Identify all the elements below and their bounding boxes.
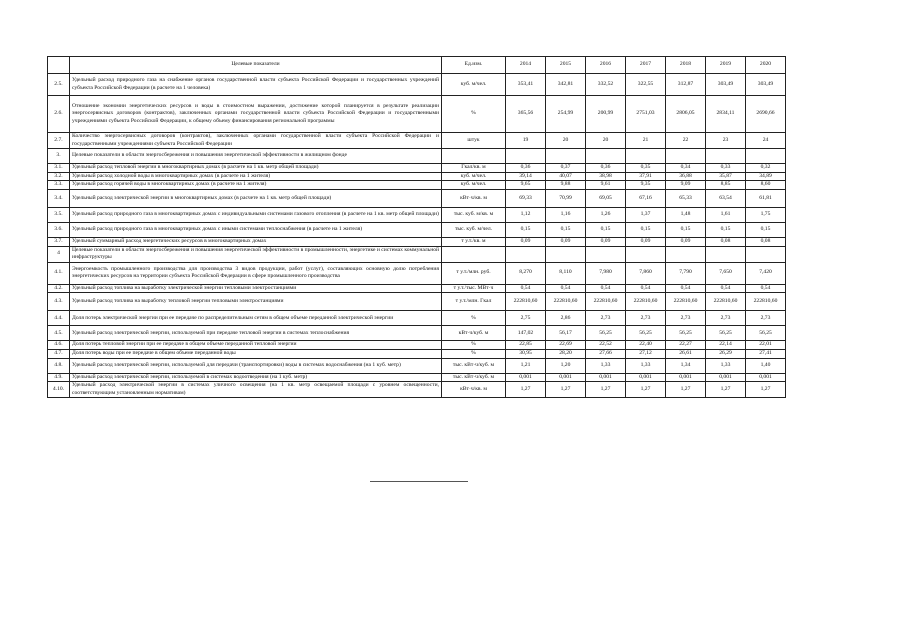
value-cell: 38,98 bbox=[586, 172, 626, 181]
value-cell: 0,36 bbox=[586, 164, 626, 173]
indicator-name-cell: Доля потерь электрической энергии при ее передаче по распределительным сетям в общем объеме переданной электрической энергии bbox=[70, 311, 442, 326]
value-cell: 26,29 bbox=[706, 349, 746, 358]
value-cell: 9,35 bbox=[626, 181, 666, 190]
value-cell: 27,41 bbox=[746, 349, 786, 358]
value-cell: 7,790 bbox=[666, 262, 706, 284]
row-number-cell: 2.6. bbox=[48, 96, 70, 133]
value-cell: 0,08 bbox=[746, 237, 786, 246]
indicator-name-cell: Отношение экономии энергетических ресурсов и воды в стоимостном выражении, достижение которой планируется в результате реализации энергосервисных договоров (контрактов), заключенных органами государственной власти субъекта Российской Федерации и государственными учреждениями субъекта Российской Федерации, к общему объему финансирования региональной программы bbox=[70, 96, 442, 133]
indicator-name-cell: Удельный расход электрической энергии, используемой в системах водоотведения (на 1 куб. метр) bbox=[70, 373, 442, 382]
value-cell bbox=[626, 149, 666, 164]
value-cell: 303,49 bbox=[706, 74, 746, 96]
value-cell: 0,09 bbox=[626, 237, 666, 246]
value-cell: 1,21 bbox=[506, 358, 546, 373]
value-cell: 0,32 bbox=[746, 164, 786, 173]
value-cell: 7,650 bbox=[706, 262, 746, 284]
value-cell: 20 bbox=[546, 133, 586, 149]
value-cell: 0,001 bbox=[666, 373, 706, 382]
value-cell: 63,54 bbox=[706, 189, 746, 207]
row-number-cell: 3.3. bbox=[48, 181, 70, 190]
value-cell: 222810,60 bbox=[706, 293, 746, 311]
indicator-name-cell: Удельный расход природного газа в многоквартирных домах с иными системами теплоснабжения (в расчете на 1 жителя) bbox=[70, 222, 442, 237]
value-cell: 2690,66 bbox=[746, 96, 786, 133]
value-cell: 1,48 bbox=[666, 207, 706, 222]
value-cell: 312,87 bbox=[666, 74, 706, 96]
value-cell: 0,09 bbox=[666, 237, 706, 246]
value-cell: 1,16 bbox=[546, 207, 586, 222]
row-number-cell: 4.4. bbox=[48, 311, 70, 326]
value-cell: 0,54 bbox=[666, 284, 706, 293]
value-cell: 2751,03 bbox=[626, 96, 666, 133]
value-cell: 22,85 bbox=[506, 341, 546, 350]
header-year-cell: 2016 bbox=[586, 57, 626, 74]
table-row bbox=[48, 237, 786, 246]
value-cell bbox=[506, 149, 546, 164]
row-number-cell: 4.10. bbox=[48, 382, 70, 398]
value-cell: 222810,60 bbox=[586, 293, 626, 311]
indicator-name-cell: Удельный расход электрической энергии, используемой при передаче тепловой энергии в системах теплоснабжения bbox=[70, 326, 442, 341]
value-cell: 7,980 bbox=[586, 262, 626, 284]
value-cell bbox=[506, 246, 546, 262]
value-cell: 20 bbox=[586, 133, 626, 149]
row-number-cell: 4.1. bbox=[48, 262, 70, 284]
row-number-cell: 3. bbox=[48, 149, 70, 164]
unit-cell: тыс. куб. м/кв. м bbox=[442, 207, 506, 222]
row-number-cell: 3.7. bbox=[48, 237, 70, 246]
header-year-cell: 2014 bbox=[506, 57, 546, 74]
value-cell: 56,25 bbox=[706, 326, 746, 341]
value-cell: 332,52 bbox=[586, 74, 626, 96]
value-cell: 0,001 bbox=[586, 373, 626, 382]
value-cell: 0,37 bbox=[546, 164, 586, 173]
value-cell: 21 bbox=[626, 133, 666, 149]
table-row bbox=[48, 246, 786, 262]
indicator-name-cell: Удельный расход электрической энергии, используемой для передачи (транспортировки) воды в системах водоснабжения (на 1 куб. метр) bbox=[70, 358, 442, 373]
indicator-name-cell: Удельный расход горячей воды в многоквартирных домах (в расчете на 1 жителя) bbox=[70, 181, 442, 190]
header-year-cell: 2020 bbox=[746, 57, 786, 74]
table-row bbox=[48, 164, 786, 173]
value-cell: 303,49 bbox=[746, 74, 786, 96]
value-cell: 0,54 bbox=[506, 284, 546, 293]
value-cell: 254,99 bbox=[546, 96, 586, 133]
table-row bbox=[48, 262, 786, 284]
row-number-cell: 4.2. bbox=[48, 284, 70, 293]
value-cell: 1,34 bbox=[666, 358, 706, 373]
value-cell: 0,15 bbox=[746, 222, 786, 237]
indicator-name-cell: Доля потерь воды при ее передаче в общем объеме переданной воды bbox=[70, 349, 442, 358]
value-cell: 35,87 bbox=[706, 172, 746, 181]
value-cell: 27,12 bbox=[626, 349, 666, 358]
value-cell: 56,17 bbox=[546, 326, 586, 341]
table-row bbox=[48, 311, 786, 326]
value-cell bbox=[706, 246, 746, 262]
row-number-cell: 2.7. bbox=[48, 133, 70, 149]
value-cell: 2,73 bbox=[626, 311, 666, 326]
value-cell: 36,88 bbox=[666, 172, 706, 181]
value-cell: 1,27 bbox=[506, 382, 546, 398]
table-row bbox=[48, 189, 786, 207]
value-cell: 40,07 bbox=[546, 172, 586, 181]
row-number-cell: 3.4. bbox=[48, 189, 70, 207]
value-cell: 22,52 bbox=[586, 341, 626, 350]
table-body bbox=[48, 74, 786, 398]
value-cell: 56,25 bbox=[666, 326, 706, 341]
value-cell: 65,33 bbox=[666, 189, 706, 207]
value-cell: 22,01 bbox=[746, 341, 786, 350]
header-unit-cell: Ед.изм. bbox=[442, 57, 506, 74]
value-cell: 23 bbox=[706, 133, 746, 149]
value-cell: 28,20 bbox=[546, 349, 586, 358]
table-row bbox=[48, 149, 786, 164]
table-row bbox=[48, 293, 786, 311]
value-cell: 22,14 bbox=[706, 341, 746, 350]
table-row bbox=[48, 74, 786, 96]
indicator-name-cell: Удельный расход топлива на выработку электрической энергии тепловыми электростанциями bbox=[70, 284, 442, 293]
value-cell: 22,40 bbox=[626, 341, 666, 350]
value-cell: 0,15 bbox=[586, 222, 626, 237]
value-cell: 0,15 bbox=[706, 222, 746, 237]
value-cell: 1,33 bbox=[586, 358, 626, 373]
row-number-cell: 3.6. bbox=[48, 222, 70, 237]
value-cell: 22,69 bbox=[546, 341, 586, 350]
header-year-cell: 2018 bbox=[666, 57, 706, 74]
header-year-cell: 2015 bbox=[546, 57, 586, 74]
value-cell: 2,86 bbox=[546, 311, 586, 326]
value-cell: 0,54 bbox=[626, 284, 666, 293]
row-number-cell: 4.6. bbox=[48, 341, 70, 350]
header-number-cell bbox=[48, 57, 70, 74]
value-cell: 27,66 bbox=[586, 349, 626, 358]
unit-cell: куб. м/чел. bbox=[442, 181, 506, 190]
indicator-name-cell: Целевые показатели в области энергосбережения и повышения энергетической эффективности в жилищном фонде bbox=[70, 149, 442, 164]
table-row bbox=[48, 172, 786, 181]
bottom-divider-line bbox=[370, 481, 468, 482]
value-cell: 0,001 bbox=[626, 373, 666, 382]
header-year-cell: 2019 bbox=[706, 57, 746, 74]
value-cell: 0,09 bbox=[586, 237, 626, 246]
row-number-cell: 4.5. bbox=[48, 326, 70, 341]
value-cell: 0,001 bbox=[746, 373, 786, 382]
indicator-name-cell: Количество энергосервисных договоров (контрактов), заключенных органами государственной власти субъекта Российской Федерации и государственными учреждениями субъекта Российской Федерации bbox=[70, 133, 442, 149]
value-cell: 69,33 bbox=[506, 189, 546, 207]
value-cell: 200,99 bbox=[586, 96, 626, 133]
value-cell: 1,40 bbox=[746, 358, 786, 373]
unit-cell: тыс. кВт·ч/куб. м bbox=[442, 358, 506, 373]
indicator-name-cell: Энергоемкость промышленного производства для производства 3 видов продукции, работ (услуг), составляющих основную долю потребления энергетических ресурсов на территории субъекта Российской Федерации в сфере промышленного производства bbox=[70, 262, 442, 284]
value-cell: 222810,60 bbox=[626, 293, 666, 311]
unit-cell: % bbox=[442, 341, 506, 350]
value-cell bbox=[706, 149, 746, 164]
unit-cell: тыс. кВт·ч/куб. м bbox=[442, 373, 506, 382]
row-number-cell: 2.5. bbox=[48, 74, 70, 96]
value-cell: 1,27 bbox=[546, 382, 586, 398]
value-cell bbox=[746, 149, 786, 164]
value-cell: 9,09 bbox=[666, 181, 706, 190]
value-cell: 26,61 bbox=[666, 349, 706, 358]
row-number-cell: 3.5. bbox=[48, 207, 70, 222]
indicator-name-cell: Удельный суммарный расход энергетических ресурсов в многоквартирных домах bbox=[70, 237, 442, 246]
table-row bbox=[48, 373, 786, 382]
header-year-cell: 2017 bbox=[626, 57, 666, 74]
value-cell bbox=[546, 149, 586, 164]
row-number-cell: 4.7. bbox=[48, 349, 70, 358]
indicator-name-cell: Удельный расход тепловой энергии в многоквартирных домах (в расчете на 1 кв. метр общей площади) bbox=[70, 164, 442, 173]
value-cell: 322,55 bbox=[626, 74, 666, 96]
unit-cell bbox=[442, 246, 506, 262]
unit-cell: штук bbox=[442, 133, 506, 149]
table-header-row bbox=[48, 57, 786, 74]
indicator-name-cell: Удельный расход электрической энергии в системах уличного освещения (на 1 кв. метр освещаемой площади с уровнем освещенности, соответствующим установленным нормативам) bbox=[70, 382, 442, 398]
row-number-cell: 3.2. bbox=[48, 172, 70, 181]
value-cell: 2,73 bbox=[746, 311, 786, 326]
indicator-name-cell: Удельный расход холодной воды в многоквартирных домах (в расчете на 1 жителя) bbox=[70, 172, 442, 181]
value-cell bbox=[666, 246, 706, 262]
indicator-name-cell: Удельный расход топлива на выработку тепловой энергии тепловыми электростанциями bbox=[70, 293, 442, 311]
value-cell: 24 bbox=[746, 133, 786, 149]
value-cell: 8,60 bbox=[746, 181, 786, 190]
table-row bbox=[48, 133, 786, 149]
value-cell: 56,25 bbox=[746, 326, 786, 341]
value-cell: 67,16 bbox=[626, 189, 666, 207]
value-cell: 8,270 bbox=[506, 262, 546, 284]
value-cell: 1,27 bbox=[746, 382, 786, 398]
table-row bbox=[48, 349, 786, 358]
value-cell: 2,73 bbox=[666, 311, 706, 326]
value-cell: 0,15 bbox=[506, 222, 546, 237]
value-cell: 1,75 bbox=[746, 207, 786, 222]
value-cell: 1,27 bbox=[706, 382, 746, 398]
value-cell: 9,61 bbox=[586, 181, 626, 190]
header-name-cell: Целевые показатели bbox=[70, 57, 442, 74]
value-cell bbox=[666, 149, 706, 164]
table-row bbox=[48, 96, 786, 133]
value-cell: 1,27 bbox=[586, 382, 626, 398]
table-row bbox=[48, 382, 786, 398]
table-row bbox=[48, 326, 786, 341]
unit-cell: кВт·ч/кв. м bbox=[442, 189, 506, 207]
value-cell: 0,15 bbox=[626, 222, 666, 237]
value-cell: 2834,11 bbox=[706, 96, 746, 133]
value-cell: 1,61 bbox=[706, 207, 746, 222]
indicator-name-cell: Целевые показатели в области энергосбережения и повышения энергетической эффективности в промышленности, энергетике и системах коммунальной инфраструктуры bbox=[70, 246, 442, 262]
value-cell bbox=[626, 246, 666, 262]
value-cell: 22,27 bbox=[666, 341, 706, 350]
value-cell: 7,420 bbox=[746, 262, 786, 284]
value-cell: 222810,60 bbox=[506, 293, 546, 311]
unit-cell: т у.т./тыс. МВт·ч bbox=[442, 284, 506, 293]
row-number-cell: 4.8. bbox=[48, 358, 70, 373]
table-row bbox=[48, 181, 786, 190]
unit-cell: т у.т./млн. руб. bbox=[442, 262, 506, 284]
indicator-name-cell: Доля потерь тепловой энергии при ее передаче в общем объеме переданной тепловой энергии bbox=[70, 341, 442, 350]
value-cell: 0,54 bbox=[706, 284, 746, 293]
value-cell: 0,09 bbox=[506, 237, 546, 246]
value-cell: 1,37 bbox=[626, 207, 666, 222]
value-cell: 1,33 bbox=[626, 358, 666, 373]
value-cell: 8,85 bbox=[706, 181, 746, 190]
row-number-cell: 4.9. bbox=[48, 373, 70, 382]
unit-cell: % bbox=[442, 311, 506, 326]
value-cell: 342,81 bbox=[546, 74, 586, 96]
value-cell: 2,73 bbox=[586, 311, 626, 326]
unit-cell: % bbox=[442, 96, 506, 133]
value-cell: 2,73 bbox=[706, 311, 746, 326]
unit-cell: куб. м/чел. bbox=[442, 172, 506, 181]
unit-cell: т у.т./кв. м bbox=[442, 237, 506, 246]
value-cell: 37,91 bbox=[626, 172, 666, 181]
value-cell: 0,001 bbox=[546, 373, 586, 382]
value-cell: 0,54 bbox=[586, 284, 626, 293]
value-cell: 0,001 bbox=[706, 373, 746, 382]
value-cell: 2806,05 bbox=[666, 96, 706, 133]
table-row bbox=[48, 207, 786, 222]
value-cell: 22 bbox=[666, 133, 706, 149]
value-cell: 0,001 bbox=[506, 373, 546, 382]
table-row bbox=[48, 222, 786, 237]
value-cell: 70,99 bbox=[546, 189, 586, 207]
table-row bbox=[48, 284, 786, 293]
value-cell: 0,54 bbox=[746, 284, 786, 293]
value-cell: 0,36 bbox=[506, 164, 546, 173]
value-cell: 9,88 bbox=[546, 181, 586, 190]
value-cell: 1,26 bbox=[586, 207, 626, 222]
value-cell bbox=[546, 246, 586, 262]
value-cell: 0,15 bbox=[546, 222, 586, 237]
value-cell: 0,34 bbox=[666, 164, 706, 173]
unit-cell: куб. м/чел. bbox=[442, 74, 506, 96]
value-cell: 222810,60 bbox=[546, 293, 586, 311]
value-cell: 0,09 bbox=[546, 237, 586, 246]
table-row bbox=[48, 358, 786, 373]
value-cell: 61,81 bbox=[746, 189, 786, 207]
value-cell: 56,25 bbox=[626, 326, 666, 341]
value-cell: 0,08 bbox=[706, 237, 746, 246]
value-cell: 0,35 bbox=[626, 164, 666, 173]
value-cell bbox=[586, 246, 626, 262]
value-cell: 34,89 bbox=[746, 172, 786, 181]
value-cell: 365,56 bbox=[506, 96, 546, 133]
unit-cell: кВт·ч/куб. м bbox=[442, 326, 506, 341]
indicator-name-cell: Удельный расход природного газа на снабжение органов государственной власти субъекта Российской Федерации и государственных учреждений субъекта Российской Федерации (в расчете на 1 человека) bbox=[70, 74, 442, 96]
value-cell bbox=[586, 149, 626, 164]
row-number-cell: 3.1. bbox=[48, 164, 70, 173]
value-cell: 0,54 bbox=[546, 284, 586, 293]
value-cell: 1,33 bbox=[706, 358, 746, 373]
indicator-name-cell: Удельный расход природного газа в многоквартирных домах с индивидуальными системами газового отопления (в расчете на 1 кв. метр общей площади) bbox=[70, 207, 442, 222]
value-cell: 56,25 bbox=[586, 326, 626, 341]
value-cell: 69,05 bbox=[586, 189, 626, 207]
indicator-name-cell: Удельный расход электрической энергии в многоквартирных домах (в расчете на 1 кв. метр общей площади) bbox=[70, 189, 442, 207]
value-cell: 2,75 bbox=[506, 311, 546, 326]
value-cell: 1,27 bbox=[666, 382, 706, 398]
unit-cell: т у.т./млн. Гкал bbox=[442, 293, 506, 311]
value-cell: 1,20 bbox=[546, 358, 586, 373]
value-cell: 1,27 bbox=[626, 382, 666, 398]
value-cell: 39,14 bbox=[506, 172, 546, 181]
value-cell: 7,860 bbox=[626, 262, 666, 284]
unit-cell: тыс. куб. м/чел. bbox=[442, 222, 506, 237]
value-cell: 147,02 bbox=[506, 326, 546, 341]
value-cell: 9,65 bbox=[506, 181, 546, 190]
value-cell: 353,41 bbox=[506, 74, 546, 96]
row-number-cell: 4 bbox=[48, 246, 70, 262]
row-number-cell: 4.3. bbox=[48, 293, 70, 311]
indicator-table-container bbox=[47, 56, 785, 398]
unit-cell: Гкал/кв. м bbox=[442, 164, 506, 173]
value-cell: 8,110 bbox=[546, 262, 586, 284]
value-cell: 30,95 bbox=[506, 349, 546, 358]
indicator-table bbox=[47, 56, 786, 398]
value-cell: 0,33 bbox=[706, 164, 746, 173]
unit-cell: кВт·ч/кв. м bbox=[442, 382, 506, 398]
unit-cell bbox=[442, 149, 506, 164]
value-cell bbox=[746, 246, 786, 262]
value-cell: 19 bbox=[506, 133, 546, 149]
table-row bbox=[48, 341, 786, 350]
unit-cell: % bbox=[442, 349, 506, 358]
value-cell: 222810,60 bbox=[746, 293, 786, 311]
value-cell: 0,15 bbox=[666, 222, 706, 237]
value-cell: 1,12 bbox=[506, 207, 546, 222]
value-cell: 222810,60 bbox=[666, 293, 706, 311]
